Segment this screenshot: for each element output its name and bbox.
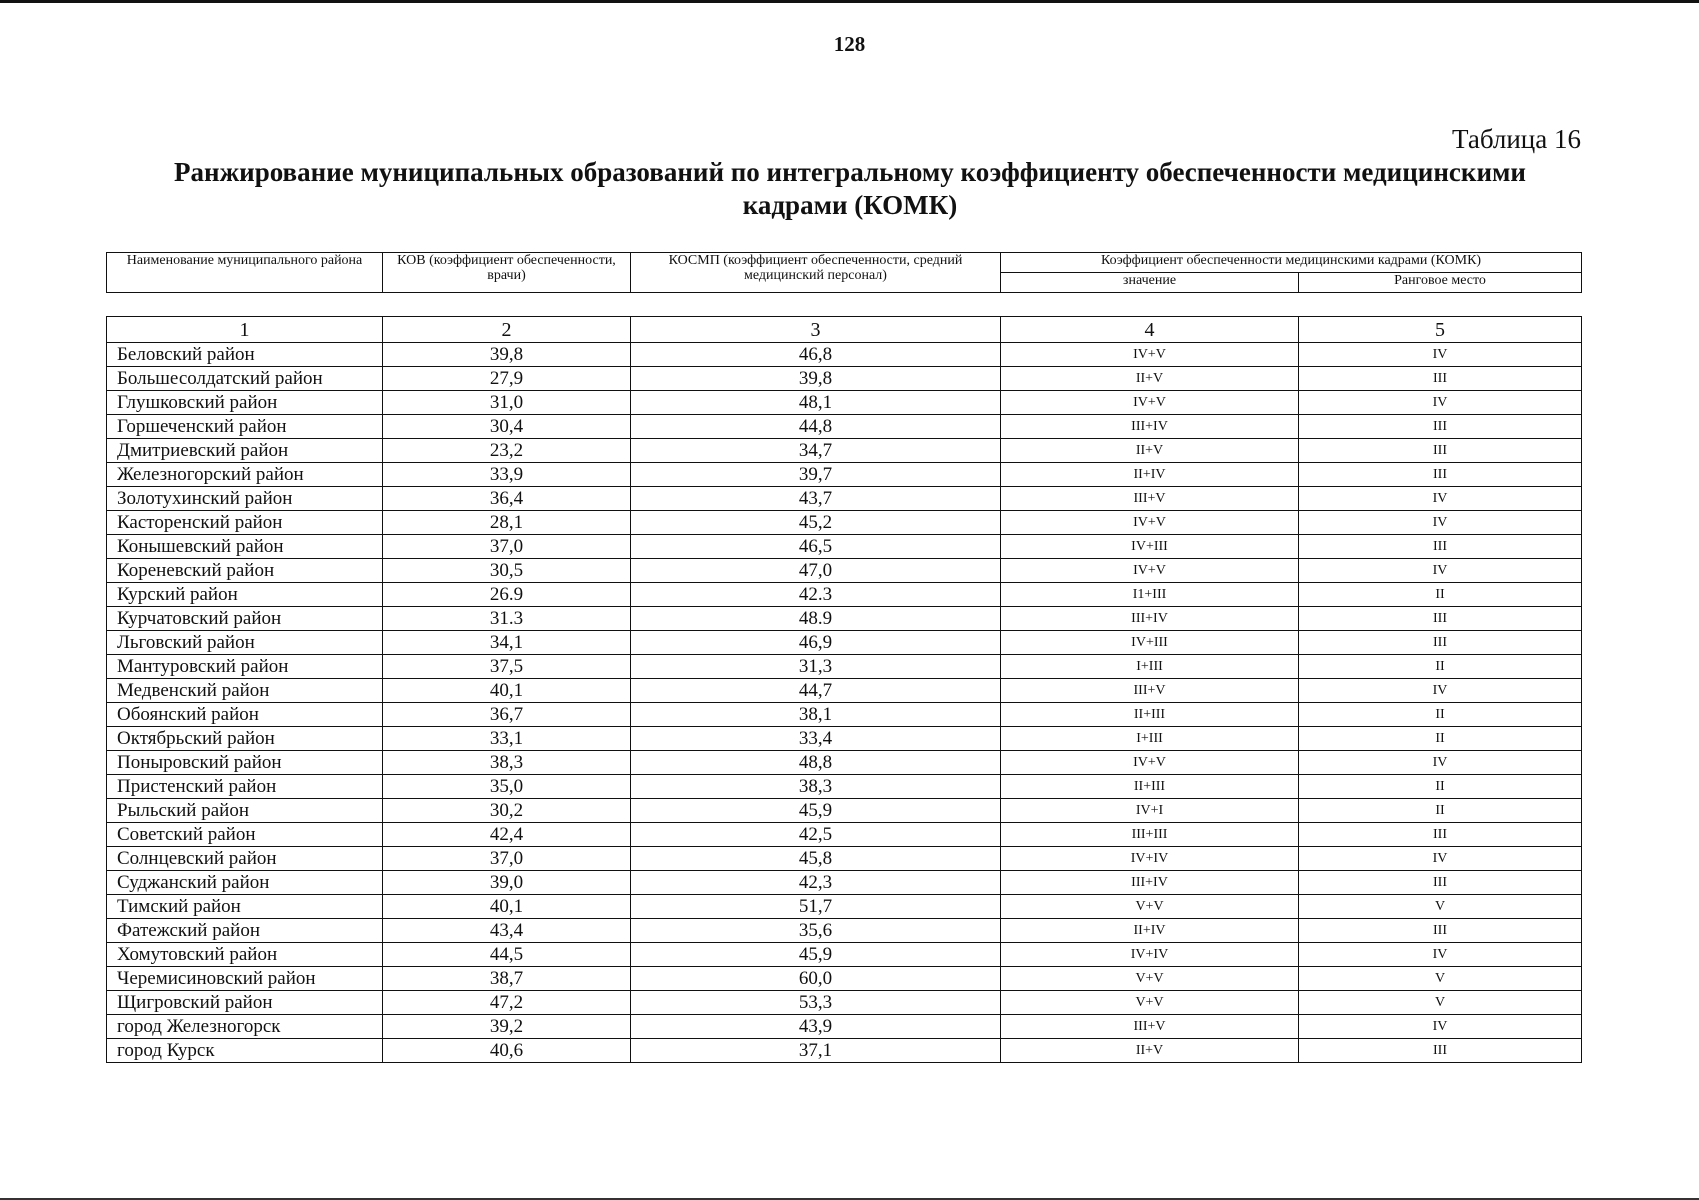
district-name: Касторенский район [107,511,383,535]
document-title [100,156,1600,222]
table-row [107,799,1582,823]
rank-value: III [1299,919,1582,943]
header-row-1 [107,253,1582,273]
kov-value: 39,8 [383,343,631,367]
kosmp-value: 46,5 [631,535,1001,559]
table-row [107,943,1582,967]
column-number: 2 [383,317,631,343]
kov-value: 47,2 [383,991,631,1015]
komk-value: I1+III [1001,583,1299,607]
rank-value: IV [1299,1015,1582,1039]
district-name: город Железногорск [107,1015,383,1039]
rank-value: III [1299,1039,1582,1063]
kosmp-value: 38,3 [631,775,1001,799]
district-name: Золотухинский район [107,487,383,511]
rank-value: III [1299,871,1582,895]
table-row [107,631,1582,655]
rank-value: V [1299,895,1582,919]
kov-value: 33,9 [383,463,631,487]
table-row [107,1039,1582,1063]
komk-value: IV+III [1001,631,1299,655]
kov-value: 37,0 [383,847,631,871]
komk-value: II+V [1001,439,1299,463]
rank-value: V [1299,967,1582,991]
district-name: Советский район [107,823,383,847]
kosmp-value: 31,3 [631,655,1001,679]
rank-value: III [1299,439,1582,463]
kosmp-value: 42,3 [631,871,1001,895]
komk-value: IV+I [1001,799,1299,823]
district-name: Черемисиновский район [107,967,383,991]
kosmp-value: 53,3 [631,991,1001,1015]
komk-value: V+V [1001,991,1299,1015]
column-number-row [107,317,1582,343]
rank-value: III [1299,415,1582,439]
column-number: 1 [107,317,383,343]
kov-value: 38,3 [383,751,631,775]
rank-value: II [1299,703,1582,727]
table-row [107,439,1582,463]
kov-value: 42,4 [383,823,631,847]
district-name: Поныровский район [107,751,383,775]
kosmp-value: 47,0 [631,559,1001,583]
title-line-2: кадрами (КОМК) [742,190,958,220]
kov-value: 30,4 [383,415,631,439]
district-name: Кореневский район [107,559,383,583]
rank-value: II [1299,655,1582,679]
district-name: город Курск [107,1039,383,1063]
kosmp-value: 34,7 [631,439,1001,463]
table-row [107,751,1582,775]
column-number: 4 [1001,317,1299,343]
kov-value: 44,5 [383,943,631,967]
kov-value: 39,2 [383,1015,631,1039]
district-name: Железногорский район [107,463,383,487]
kov-value: 38,7 [383,967,631,991]
district-name: Обоянский район [107,703,383,727]
kov-value: 30,2 [383,799,631,823]
kosmp-value: 46,8 [631,343,1001,367]
rank-value: III [1299,607,1582,631]
kosmp-value: 45,9 [631,943,1001,967]
kov-value: 28,1 [383,511,631,535]
komk-value: IV+IV [1001,847,1299,871]
rank-value: IV [1299,943,1582,967]
kosmp-value: 45,2 [631,511,1001,535]
kov-value: 37,5 [383,655,631,679]
komk-value: V+V [1001,895,1299,919]
komk-value: II+III [1001,775,1299,799]
kov-value: 37,0 [383,535,631,559]
kov-value: 43,4 [383,919,631,943]
district-name: Октябрьский район [107,727,383,751]
kosmp-value: 35,6 [631,919,1001,943]
district-name: Горшеченский район [107,415,383,439]
rank-value: II [1299,799,1582,823]
district-name: Суджанский район [107,871,383,895]
kosmp-value: 51,7 [631,895,1001,919]
district-name: Медвенский район [107,679,383,703]
district-name: Конышевский район [107,535,383,559]
table-row [107,511,1582,535]
table-row [107,583,1582,607]
komk-value: III+IV [1001,415,1299,439]
district-name: Рыльский район [107,799,383,823]
kosmp-value: 44,7 [631,679,1001,703]
table-row [107,895,1582,919]
komk-value: IV+V [1001,511,1299,535]
table-row [107,559,1582,583]
table-row [107,823,1582,847]
kov-value: 33,1 [383,727,631,751]
komk-value: I+III [1001,655,1299,679]
district-name: Глушковский район [107,391,383,415]
komk-value: II+IV [1001,463,1299,487]
rank-value: II [1299,727,1582,751]
table-row [107,727,1582,751]
table-row [107,463,1582,487]
district-name: Курчатовский район [107,607,383,631]
komk-value: III+IV [1001,871,1299,895]
header-table [106,252,1582,293]
header-kosmp: КОСМП (коэффициент обеспеченности, средний медицинский персонал) [631,253,1001,293]
kosmp-value: 39,8 [631,367,1001,391]
district-name: Щигровский район [107,991,383,1015]
table-row [107,967,1582,991]
district-name: Фатежский район [107,919,383,943]
rank-value: II [1299,583,1582,607]
rank-value: III [1299,535,1582,559]
rank-value: III [1299,367,1582,391]
column-number: 3 [631,317,1001,343]
table-row [107,367,1582,391]
rank-value: IV [1299,391,1582,415]
kov-value: 40,1 [383,679,631,703]
komk-value: II+III [1001,703,1299,727]
rank-value: V [1299,991,1582,1015]
header-komk-rank: Ранговое место [1299,273,1582,293]
kov-value: 36,4 [383,487,631,511]
komk-value: IV+V [1001,343,1299,367]
komk-value: IV+IV [1001,943,1299,967]
komk-value: III+IV [1001,607,1299,631]
table-row [107,679,1582,703]
district-name: Солнцевский район [107,847,383,871]
district-name: Большесолдатский район [107,367,383,391]
komk-value: I+III [1001,727,1299,751]
kosmp-value: 48,8 [631,751,1001,775]
header-kov: КОВ (коэффициент обеспеченности, врачи) [383,253,631,293]
rank-value: IV [1299,847,1582,871]
komk-value: II+IV [1001,919,1299,943]
komk-value: IV+V [1001,391,1299,415]
kosmp-value: 48,1 [631,391,1001,415]
komk-value: II+V [1001,367,1299,391]
table-row [107,703,1582,727]
rank-value: III [1299,823,1582,847]
title-line-1: Ранжирование муниципальных образований по интегральному коэффициенту обеспеченности медицинскими [174,157,1526,187]
kosmp-value: 46,9 [631,631,1001,655]
rank-value: IV [1299,559,1582,583]
district-name: Дмитриевский район [107,439,383,463]
header-komk-value: значение [1001,273,1299,293]
kosmp-value: 39,7 [631,463,1001,487]
district-name: Мантуровский район [107,655,383,679]
table-row [107,847,1582,871]
kov-value: 26.9 [383,583,631,607]
table-row [107,1015,1582,1039]
data-table [106,316,1582,1063]
kov-value: 34,1 [383,631,631,655]
table-row [107,391,1582,415]
table-row [107,607,1582,631]
komk-value: IV+V [1001,751,1299,775]
kosmp-value: 45,9 [631,799,1001,823]
kosmp-value: 60,0 [631,967,1001,991]
table-row [107,487,1582,511]
header-district: Наименование муниципального района [107,253,383,293]
komk-value: III+V [1001,487,1299,511]
kov-value: 31,0 [383,391,631,415]
table-row [107,919,1582,943]
header-komk: Коэффициент обеспеченности медицинскими кадрами (КОМК) [1001,253,1582,273]
komk-value: V+V [1001,967,1299,991]
district-name: Тимский район [107,895,383,919]
rank-value: II [1299,775,1582,799]
komk-value: III+V [1001,679,1299,703]
table-row [107,871,1582,895]
kosmp-value: 33,4 [631,727,1001,751]
column-number: 5 [1299,317,1582,343]
table-row [107,991,1582,1015]
kov-value: 39,0 [383,871,631,895]
kosmp-value: 43,9 [631,1015,1001,1039]
rank-value: IV [1299,511,1582,535]
rank-value: IV [1299,679,1582,703]
kosmp-value: 37,1 [631,1039,1001,1063]
kosmp-value: 45,8 [631,847,1001,871]
page-number: 128 [833,32,866,56]
table-row [107,655,1582,679]
kov-value: 40,6 [383,1039,631,1063]
kosmp-value: 38,1 [631,703,1001,727]
kov-value: 23,2 [383,439,631,463]
kosmp-value: 42.3 [631,583,1001,607]
rank-value: IV [1299,343,1582,367]
table-row [107,775,1582,799]
district-name: Курский район [107,583,383,607]
kosmp-value: 48.9 [631,607,1001,631]
rank-value: III [1299,631,1582,655]
kosmp-value: 44,8 [631,415,1001,439]
kosmp-value: 42,5 [631,823,1001,847]
kov-value: 36,7 [383,703,631,727]
kov-value: 30,5 [383,559,631,583]
kov-value: 31.3 [383,607,631,631]
district-name: Пристенский район [107,775,383,799]
komk-value: III+V [1001,1015,1299,1039]
kov-value: 35,0 [383,775,631,799]
komk-value: III+III [1001,823,1299,847]
table-row [107,343,1582,367]
table-label: Таблица 16 [1452,124,1581,154]
kov-value: 40,1 [383,895,631,919]
data-table-body [107,317,1582,1063]
kosmp-value: 43,7 [631,487,1001,511]
district-name: Хомутовский район [107,943,383,967]
kov-value: 27,9 [383,367,631,391]
table-row [107,415,1582,439]
district-name: Льговский район [107,631,383,655]
komk-value: IV+V [1001,559,1299,583]
table-row [107,535,1582,559]
rank-value: IV [1299,751,1582,775]
komk-value: IV+III [1001,535,1299,559]
rank-value: III [1299,463,1582,487]
komk-value: II+V [1001,1039,1299,1063]
top-edge-line [0,0,1699,3]
rank-value: IV [1299,487,1582,511]
district-name: Беловский район [107,343,383,367]
